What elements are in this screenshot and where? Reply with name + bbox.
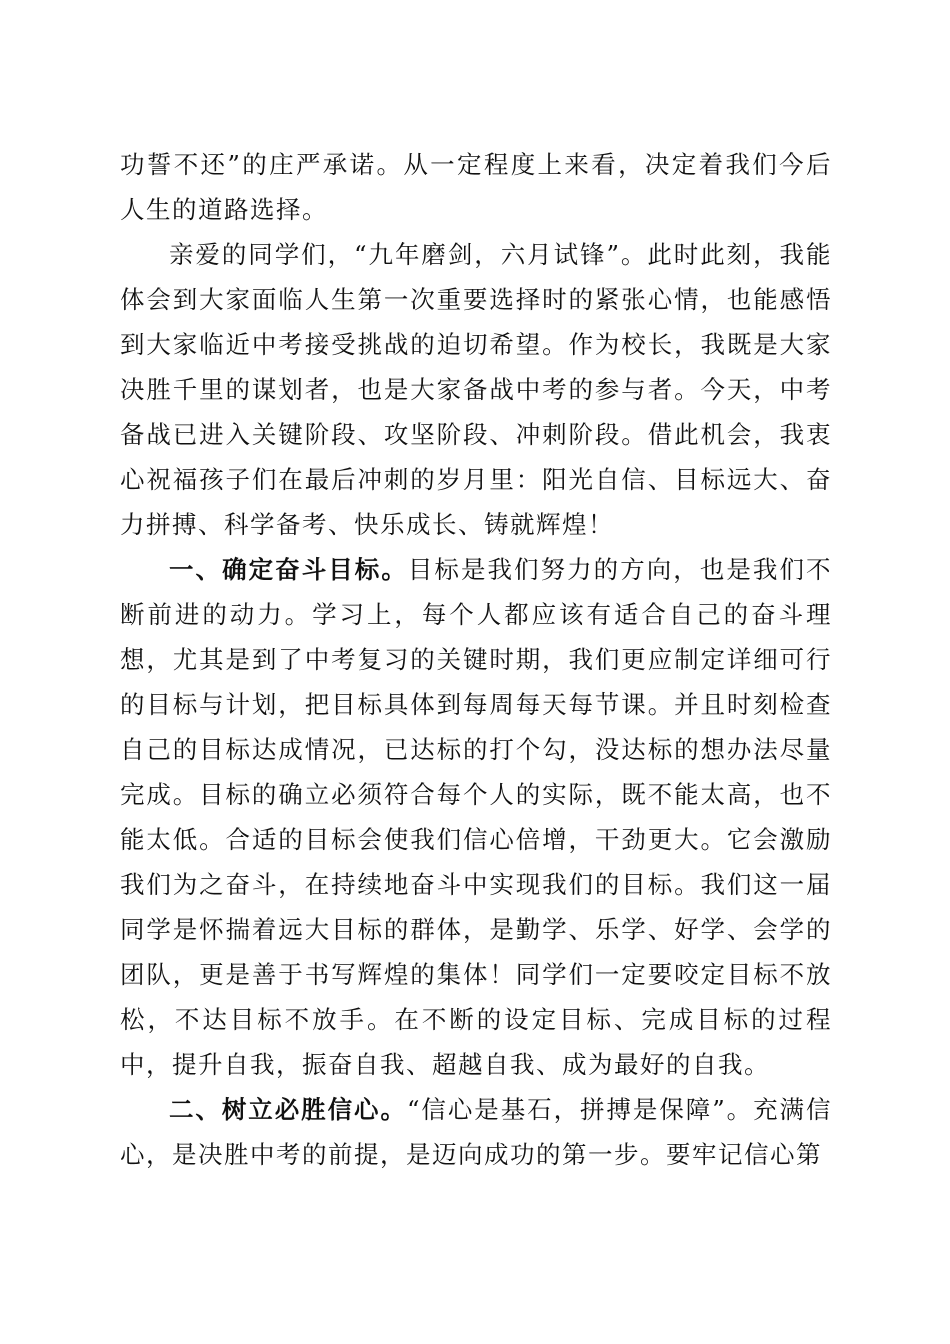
document-page: [120, 142, 832, 1177]
paragraph-text: 亲爱的同学们，“九年磨剑，六月试锋”。此时此刻，我能体会到大家面临人生第一次重要选择时的紧张心情，也能感悟到大家临近中考接受挑战的迫切希望。作为校长，我既是大家决胜千里的谋划者，也是大家备战中考的参与者。今天，中考备战已进入关键阶段、攻坚阶段、冲刺阶段。借此机会，我衷心祝福孩子们在最后冲刺的岁月里：阳光自信、目标远大、奋力拼搏、科学备考、快乐成长、铸就辉煌！: [120, 240, 832, 539]
paragraph-text: “信心是基石，拼搏是保障”。充满信心，是决胜中考的前提，是迈向成功的第一步。要牢记信心第: [120, 1095, 832, 1169]
paragraph-section-one: [120, 547, 832, 1087]
paragraph-continuation: [120, 142, 832, 232]
section-heading: 一、确定奋斗目标。: [169, 555, 408, 584]
paragraph-greeting: [120, 232, 832, 547]
paragraph-text: 功誓不还”的庄严承诺。从一定程度上来看，决定着我们今后人生的道路选择。: [120, 150, 832, 224]
section-heading: 二、树立必胜信心。: [169, 1095, 407, 1124]
paragraph-text: 目标是我们努力的方向，也是我们不断前进的动力。学习上，每个人都应该有适合自己的奋斗理想，尤其是到了中考复习的关键时期，我们更应制定详细可行的目标与计划，把目标具体到每周每天每节课。并且时刻检查自己的目标达成情况，已达标的打个勾，没达标的想办法尽量完成。目标的确立必须符合每个人的实际，既不能太高，也不能太低。合适的目标会使我们信心倍增，干劲更大。它会激励我们为之奋斗，在持续地奋斗中实现我们的目标。我们这一届同学是怀揣着远大目标的群体，是勤学、乐学、好学、会学的团队，更是善于书写辉煌的集体！同学们一定要咬定目标不放松，不达目标不放手。在不断的设定目标、完成目标的过程中，提升自我，振奋自我、超越自我、成为最好的自我。: [120, 555, 832, 1079]
paragraph-section-two: [120, 1087, 832, 1177]
